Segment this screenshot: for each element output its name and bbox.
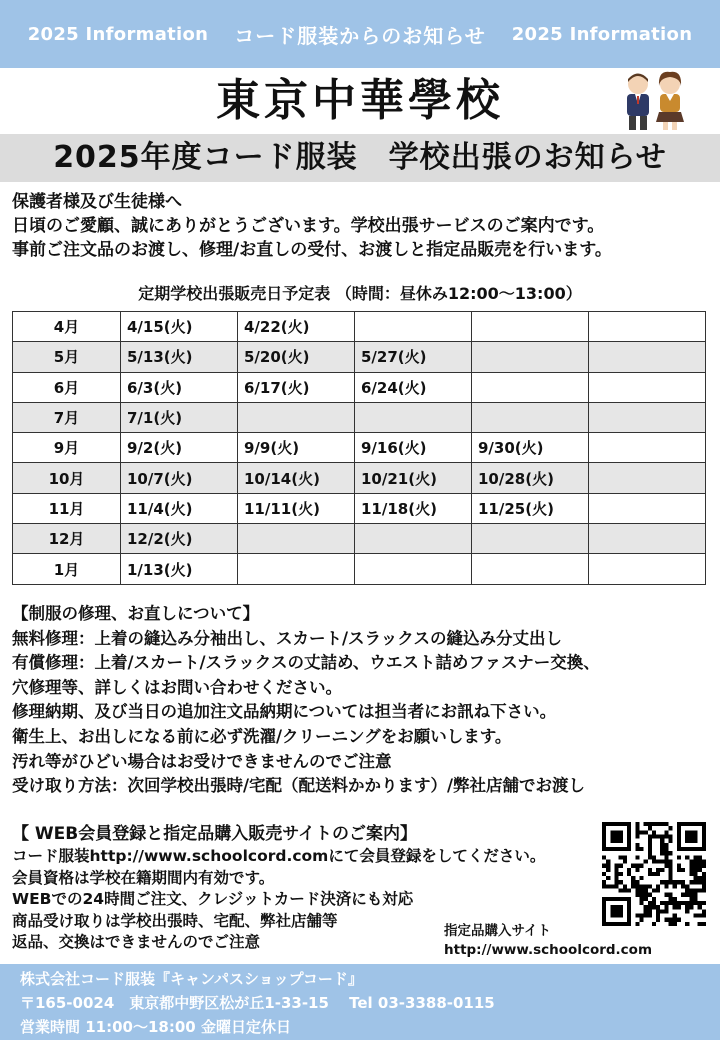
schedule-date (589, 372, 706, 402)
schedule-date: 9/2(火) (121, 433, 238, 463)
schedule-date: 12/2(火) (121, 524, 238, 554)
girl-student-icon (656, 72, 684, 130)
schedule-caption: 定期学校出張販売日予定表 （時間：昼休み12:00～13:00） (138, 284, 582, 303)
banner-right-text: 2025 Information (511, 23, 693, 45)
repair-line: 有償修理：上着/スカート/スラックスの丈詰め、ウエスト詰めファスナー交換、 (12, 653, 600, 673)
schedule-row (13, 372, 706, 402)
site-url-link[interactable]: http://www.schoolcord.com (444, 942, 653, 958)
schedule-date (589, 312, 706, 342)
schedule-date: 7/1(火) (121, 402, 238, 432)
schedule-date (589, 554, 706, 584)
banner-left-text: 2025 Information (27, 23, 209, 45)
schedule-date (472, 312, 589, 342)
schedule-row (13, 342, 706, 372)
web-line: 商品受け取りは学校出張時、宅配、弊社店舗等 (12, 911, 338, 930)
schedule-table (12, 311, 706, 585)
schedule-date: 9/30(火) (472, 433, 589, 463)
banner-center-text: コード服装からのお知らせ (234, 23, 486, 48)
boy-student-icon (627, 74, 649, 131)
schedule-date: 5/13(火) (121, 342, 238, 372)
repair-line: 汚れ等がひどい場合はお受けできませんのでご注意 (12, 751, 392, 771)
schedule-row (13, 463, 706, 493)
schedule-date (472, 372, 589, 402)
schedule-date (589, 524, 706, 554)
schedule-date: 9/9(火) (238, 433, 355, 463)
web-line: コード服装http://www.schoolcord.comにて会員登録をしてください。 (12, 847, 546, 865)
schedule-month: 10月 (13, 463, 121, 493)
schedule-date: 10/14(火) (238, 463, 355, 493)
schedule-month: 9月 (13, 433, 121, 463)
schedule-date (472, 342, 589, 372)
schedule-date (355, 312, 472, 342)
web-line: 返品、交換はできませんのでご注意 (12, 933, 261, 951)
top-banner (0, 0, 720, 68)
schedule-date: 10/28(火) (472, 463, 589, 493)
schedule-date: 10/21(火) (355, 463, 472, 493)
schedule-row (13, 554, 706, 584)
web-heading: 【 WEB会員登録と指定品購入販売サイトのご案内】 (12, 824, 418, 844)
schedule-month: 12月 (13, 524, 121, 554)
schedule-date (589, 493, 706, 523)
qr-code-icon[interactable] (602, 822, 706, 926)
intro-line: 保護者様及び生徒様へ (12, 192, 182, 212)
footer-hours: 営業時間 11:00～18:00 金曜日定休日 (20, 1018, 291, 1036)
schedule-date (355, 554, 472, 584)
schedule-date (472, 524, 589, 554)
repair-heading: 【制服の修理、お直しについて】 (12, 604, 260, 623)
footer-company: 株式会社コード服装『キャンパスショップコード』 (20, 970, 363, 988)
student-pair-illustration (618, 70, 690, 132)
schedule-date: 10/7(火) (121, 463, 238, 493)
schedule-date (355, 402, 472, 432)
footer (0, 964, 720, 1040)
schedule-month: 5月 (13, 342, 121, 372)
repair-line: 穴修理等、詳しくはお問い合わせください。 (12, 677, 342, 697)
intro-line: 日頃のご愛顧、誠にありがとうございます。学校出張サービスのご案内です。 (12, 216, 605, 236)
school-name: 東京中華學校 (216, 75, 504, 126)
schedule-month: 1月 (13, 554, 121, 584)
schedule-month: 11月 (13, 493, 121, 523)
schedule-date (589, 342, 706, 372)
repair-line: 修理納期、及び当日の追加注文品納期については担当者にお訊ね下さい。 (12, 702, 557, 722)
schedule-month: 6月 (13, 372, 121, 402)
schedule-date: 11/11(火) (238, 493, 355, 523)
schedule-date (589, 402, 706, 432)
schedule-date: 5/20(火) (238, 342, 355, 372)
schedule-date (472, 402, 589, 432)
repair-line: 衛生上、お出しになる前に必ず洗濯/クリーニングをお願いします。 (12, 726, 512, 746)
schedule-row (13, 433, 706, 463)
schedule-date: 1/13(火) (121, 554, 238, 584)
schedule-date: 6/24(火) (355, 372, 472, 402)
schedule-date (238, 554, 355, 584)
intro-text (12, 190, 712, 262)
schedule-date: 6/3(火) (121, 372, 238, 402)
schedule-date: 11/4(火) (121, 493, 238, 523)
schedule-date: 4/15(火) (121, 312, 238, 342)
footer-address: 〒165-0024 東京都中野区松が丘1-33-15 Tel 03-3388-0115 (20, 994, 495, 1012)
schedule-month: 7月 (13, 402, 121, 432)
schedule-date: 5/27(火) (355, 342, 472, 372)
repair-info (12, 602, 716, 799)
schedule-row (13, 312, 706, 342)
schedule-date (589, 433, 706, 463)
intro-line: 事前ご注文品のお渡し、修理/お直しの受付、お渡しと指定品販売を行います。 (12, 240, 612, 260)
repair-line: 受け取り方法：次回学校出張時/宅配（配送料かかります）/弊社店舗でお渡し (12, 776, 586, 796)
page-subtitle: 2025年度コード服装 学校出張のお知らせ (0, 134, 720, 182)
repair-line: 無料修理：上着の縫込み分袖出し、スカート/スラックスの縫込み分丈出し (12, 628, 563, 648)
schedule-date: 11/25(火) (472, 493, 589, 523)
schedule-date: 4/22(火) (238, 312, 355, 342)
site-caption (444, 922, 652, 960)
schedule-row (13, 402, 706, 432)
schedule-row (13, 524, 706, 554)
schedule-date (238, 524, 355, 554)
schedule-date: 11/18(火) (355, 493, 472, 523)
schedule-date: 6/17(火) (238, 372, 355, 402)
schedule-date (238, 402, 355, 432)
site-label: 指定品購入サイト (444, 923, 552, 939)
web-line: 会員資格は学校在籍期間内有効です。 (12, 868, 275, 887)
schedule-date (355, 524, 472, 554)
schedule-date (472, 554, 589, 584)
schedule-date: 9/16(火) (355, 433, 472, 463)
web-line: WEBでの24時間ご注文、クレジットカード決済にも対応 (12, 890, 414, 908)
schedule-month: 4月 (13, 312, 121, 342)
schedule-date (589, 463, 706, 493)
schedule-row (13, 493, 706, 523)
